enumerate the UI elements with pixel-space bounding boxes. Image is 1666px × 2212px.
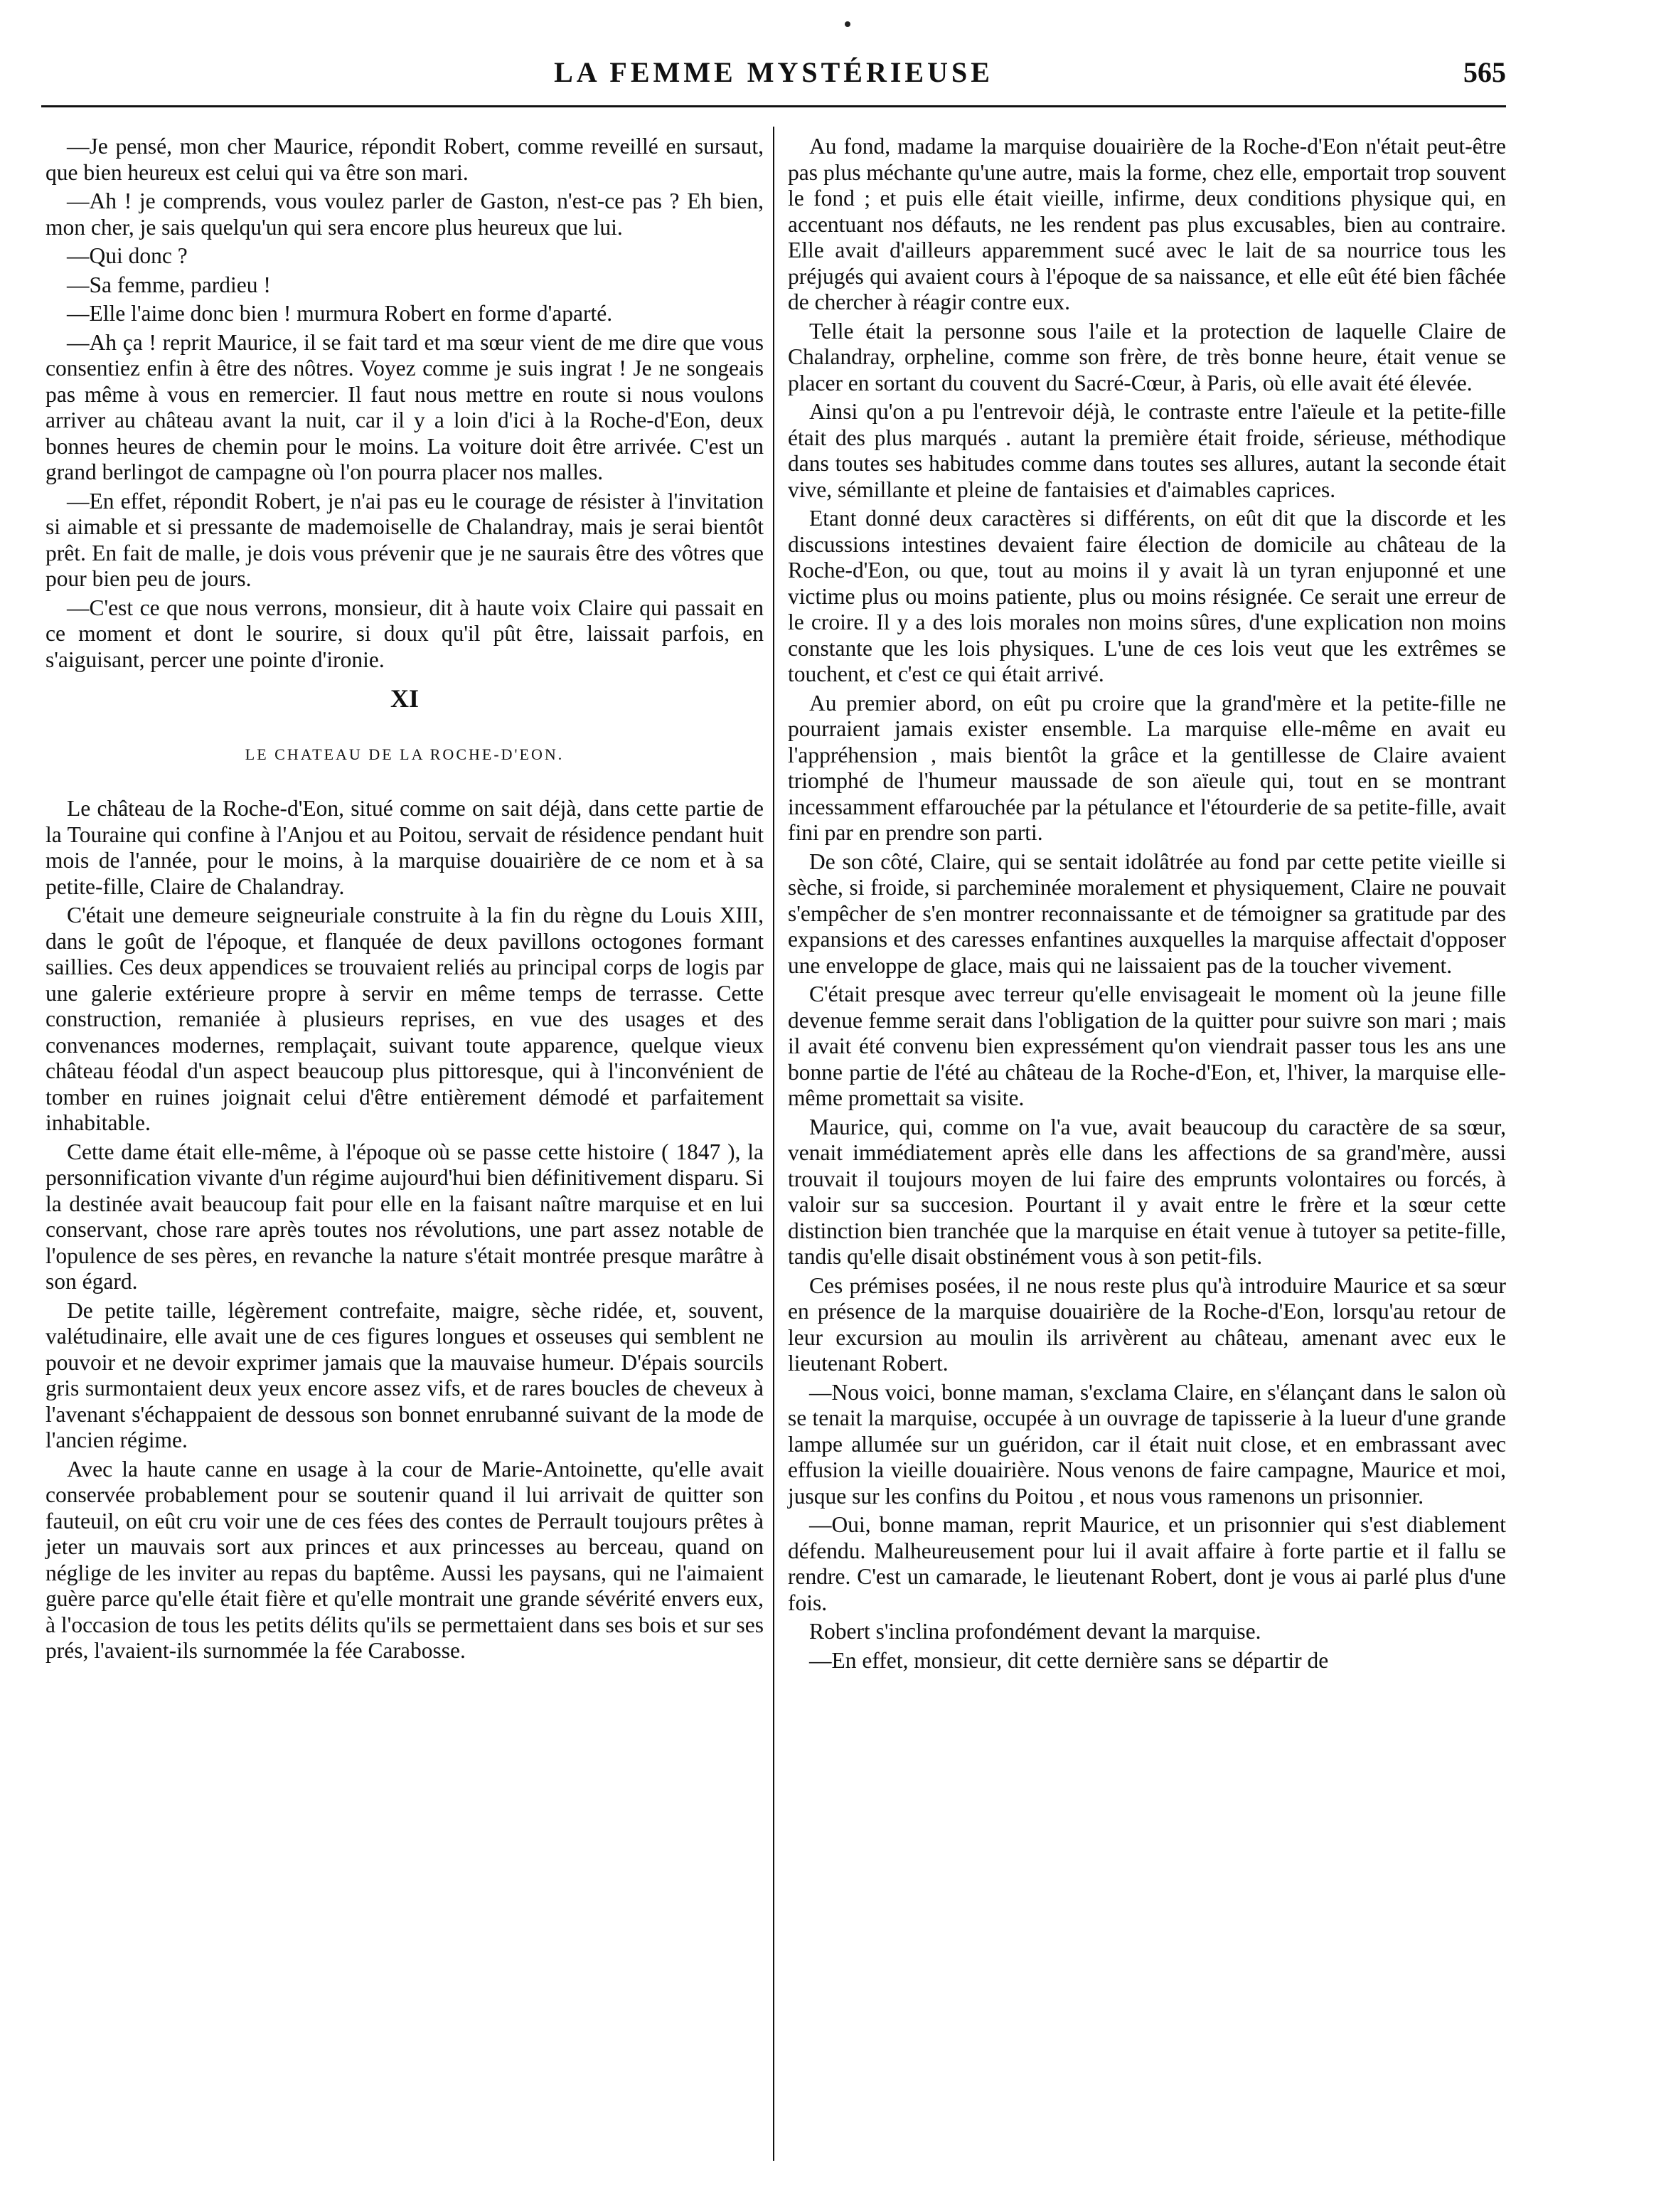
running-title: LA FEMME MYSTÉRIEUSE [554, 56, 993, 88]
paragraph: —Qui donc ? [67, 243, 188, 268]
page-header [41, 55, 1506, 107]
paragraph: —Nous voici, bonne maman, s'exclama Claire, en s'élançant dans le salon où se tenait la marquise, occupée à un ouvrage de tapisserie à la lueur d'une grande lampe allumée sur un guéridon, car il était nuit close, et en embrassant avec effusion la vieille douairière. Nous venons de faire campagne, Maurice et moi, jusque sur les confins du Poitou , et nous vous ramenons un prisonnier. [788, 1379, 1506, 1509]
paragraph: Avec la haute canne en usage à la cour de Marie-Antoinette, qu'elle avait conservée probablement pour se soutenir quand il lui arrivait de quitter son fauteuil, on eût cru voir une de ces fées des contes de Perrault toujours prêtes à jeter un mauvais sort aux princes et aux princesses au berceau, quand on néglige de les inviter au repas du baptême. Aussi les paysans, qui ne l'aimaient guère parce qu'elle était fière et qu'elle montrait une grande sévérité envers eux, à l'occasion de tous les petits délits qu'ils se permettaient dans ses bois et sur ses prés, l'avaient-ils surnommée la fée Carabosse. [46, 1456, 764, 1663]
right-column [788, 134, 1506, 1676]
paragraph: —Ah ! je comprends, vous voulez parler de Gaston, n'est-ce pas ? Eh bien, mon cher, je sais quelqu'un qui sera encore plus heureux que lui. [46, 188, 764, 240]
page-number: 565 [1463, 56, 1506, 88]
paragraph: Ainsi qu'on a pu l'entrevoir déjà, le contraste entre l'aïeule et la petite-fille était des plus marqués . autant la première était froide, sérieuse, méthodique dans toutes ses habitudes comme dans toutes ses allures, autant la seconde était vive, sémillante et pleine de fantaisies et d'aimables caprices. [788, 399, 1506, 502]
chapter-title: LE CHATEAU DE LA ROCHE-D'EON. [245, 745, 565, 763]
paragraph: —Sa femme, pardieu ! [67, 272, 271, 297]
paragraph: Le château de la Roche-d'Eon, situé comme on sait déjà, dans cette partie de la Touraine qui confine à l'Anjou et au Poitou, servait de résidence pendant huit mois de l'année, pour le moins, à la marquise douairière de ce nom et à sa petite-fille, Claire de Chalandray. [46, 796, 764, 899]
paragraph: Cette dame était elle-même, à l'époque où se passe cette histoire ( 1847 ), la personnification vivante d'un régime aujourd'hui bien définitivement disparu. Si la destinée avait beaucoup fait pour elle en la faisant naître marquise et en lui conservant, chose rare après toutes nos révolutions, une part assez notable de l'opulence de ses pères, en revanche la nature s'était montrée presque marâtre à son égard. [46, 1139, 764, 1294]
paragraph: Etant donné deux caractères si différents, on eût dit que la discorde et les discussions intestines devaient faire élection de domicile au château de la Roche-d'Eon, ou que, tout au moins il y avait là un tyran enjuponné et une victime plus ou moins patiente, plus ou moins résignée. Ce serait une erreur de le croire. Il y a des lois morales non moins sûres, d'une explication non moins constante que les lois physiques. L'une de ces lois veut que les extrêmes se touchent, et c'est ce qui était arrivé. [788, 506, 1506, 686]
paragraph: —Je pensé, mon cher Maurice, répondit Robert, comme reveillé en sursaut, que bien heureux est celui qui va être son mari. [46, 134, 764, 185]
paragraph: —En effet, monsieur, dit cette dernière sans se départir de [809, 1647, 1329, 1673]
paragraph: C'était presque avec terreur qu'elle envisageait le moment où la jeune fille devenue femme serait dans l'obligation de la quitter pour suivre son mari ; mais il avait été convenu bien expressément qu'on viendrait passer tous les ans une bonne partie de l'été au château de la Roche-d'Eon, et, l'hiver, la marquise elle-même promettait sa visite. [788, 982, 1506, 1110]
paragraph: —Ah ça ! reprit Maurice, il se fait tard et ma sœur vient de me dire que vous consentiez enfin à être des nôtres. Voyez comme je suis ingrat ! Je ne songeais pas même à vous en remercier. Il faut nous mettre en route si nous voulons arriver au château avant la nuit, car il y a loin d'ici à la Roche-d'Eon, deux bonnes heures de chemin pour le moins. La voiture doit être arrivée. C'est un grand berlingot de campagne où l'on pourra placer nos malles. [46, 329, 764, 484]
paragraph: Au fond, madame la marquise douairière de la Roche-d'Eon n'était peut-être pas plus méchante qu'une autre, mais la forme, chez elle, emportait trop souvent le fond ; et puis elle était vieille, infirme, deux conditions physique qui, en accentuant nos défauts, ne les rendent pas plus excusables, bien au contraire. Elle avait d'ailleurs apparemment sucé avec le lait de sa nourrice tous les préjugés qui avaient cours à l'époque de sa naissance, et elle eût été bien fâchée de chercher à réagir contre eux. [788, 134, 1506, 314]
paragraph: C'était une demeure seigneuriale construite à la fin du règne du Louis XIII, dans le goût de l'époque, et flanquée de deux pavillons octogones formant saillies. Ces deux appendices se trouvaient reliés au principal corps de logis par une galerie extérieure propre à servir en même temps de terrasse. Cette construction, remaniée à plusieurs reprises, en vue des usages et des convenances modernes, remplaçait, suivant toute apparence, quelque vieux château féodal d'un aspect beaucoup plus pittoresque, qui à l'inconvénient de tomber en ruines joignait celui d'être entièrement démodé et parfaitement inhabitable. [46, 903, 764, 1135]
paragraph: Telle était la personne sous l'aile et la protection de laquelle Claire de Chalandray, orpheline, comme son frère, de très bonne heure, était venue se placer en sortant du couvent du Sacré-Cœur, à Paris, où elle avait été élevée. [788, 318, 1506, 395]
paragraph: —Oui, bonne maman, reprit Maurice, et un prisonnier qui s'est diablement défendu. Malheureusement pour lui il avait affaire à forte partie et il fallu se rendre. C'est un camarade, le lieutenant Robert, dont je vous ai parlé plus d'une fois. [788, 1512, 1506, 1615]
left-column [46, 134, 764, 1667]
chapter-number: XI [390, 684, 419, 713]
paragraph: De son côté, Claire, qui se sentait idolâtrée au fond par cette petite vieille si sèche, si froide, si parcheminée moralement et physiquement, Claire ne pouvait s'empêcher de s'en montrer reconnaissante et de témoigner sa gratitude par des expansions et des caresses enfantines auxquelles la marquise affectait d'opposer une enveloppe de glace, mais qui ne laissaient pas de la toucher vivement. [788, 849, 1506, 978]
column-divider [773, 127, 774, 2161]
paragraph: —C'est ce que nous verrons, monsieur, dit à haute voix Claire qui passait en ce moment et dont le sourire, si doux qu'il pût être, laissait parfois, en s'aiguisant, percer une pointe d'ironie. [46, 595, 764, 672]
paragraph: Ces prémises posées, il ne nous reste plus qu'à introduire Maurice et sa sœur en présence de la marquise douairière de la Roche-d'Eon, lorsqu'au retour de leur excursion au moulin ils arrivèrent au château, amenant avec eux le lieutenant Robert. [788, 1272, 1506, 1376]
paragraph: —Elle l'aime donc bien ! murmura Robert en forme d'aparté. [67, 301, 613, 326]
paragraph: Au premier abord, on eût pu croire que la grand'mère et la petite-fille ne pourraient jamais exister ensemble. La marquise elle-même en avait eu l'appréhension , mais bientôt la grâce et la gentillesse de Claire avaient triomphé de l'humeur maussade de son aïeule qui, tout en se montrant incessamment effarouchée par la pétulance et l'étourderie de sa petite-fille, avait fini par en prendre son parti. [788, 690, 1506, 845]
ornament-dot [845, 21, 850, 27]
paragraph: De petite taille, légèrement contrefaite, maigre, sèche ridée, et, souvent, valétudinaire, elle avait une de ces figures longues et osseuses qui semblent ne pouvoir et ne devoir exprimer jamais que la mauvaise humeur. D'épais sourcils gris surmontaient deux yeux encore assez vifs, et de rares boucles de cheveux à l'avenant s'échappaient de dessous son bonnet enrubanné suivant de la mode de l'ancien régime. [46, 1297, 764, 1452]
paragraph: —En effet, répondit Robert, je n'ai pas eu le courage de résister à l'invitation si aimable et si pressante de mademoiselle de Chalandray, mais je serai bientôt prêt. En fait de malle, je dois vous prévenir que je ne saurais être des vôtres que pour bien peu de jours. [46, 488, 764, 591]
paragraph: Robert s'inclina profondément devant la marquise. [809, 1619, 1261, 1644]
paragraph: Maurice, qui, comme on l'a vue, avait beaucoup du caractère de sa sœur, venait immédiatement après elle dans les affections de sa grand'mère, aussi trouvait il toujours moyen de lui faire des emprunts volontaires ou forcés, à valoir sur sa succesion. Pourtant il y avait entre le frère et la sœur cette distinction bien tranchée que la marquise en était venue à tutoyer sa petite-fille, tandis qu'elle disait obstinément vous à son petit-fils. [788, 1114, 1506, 1269]
